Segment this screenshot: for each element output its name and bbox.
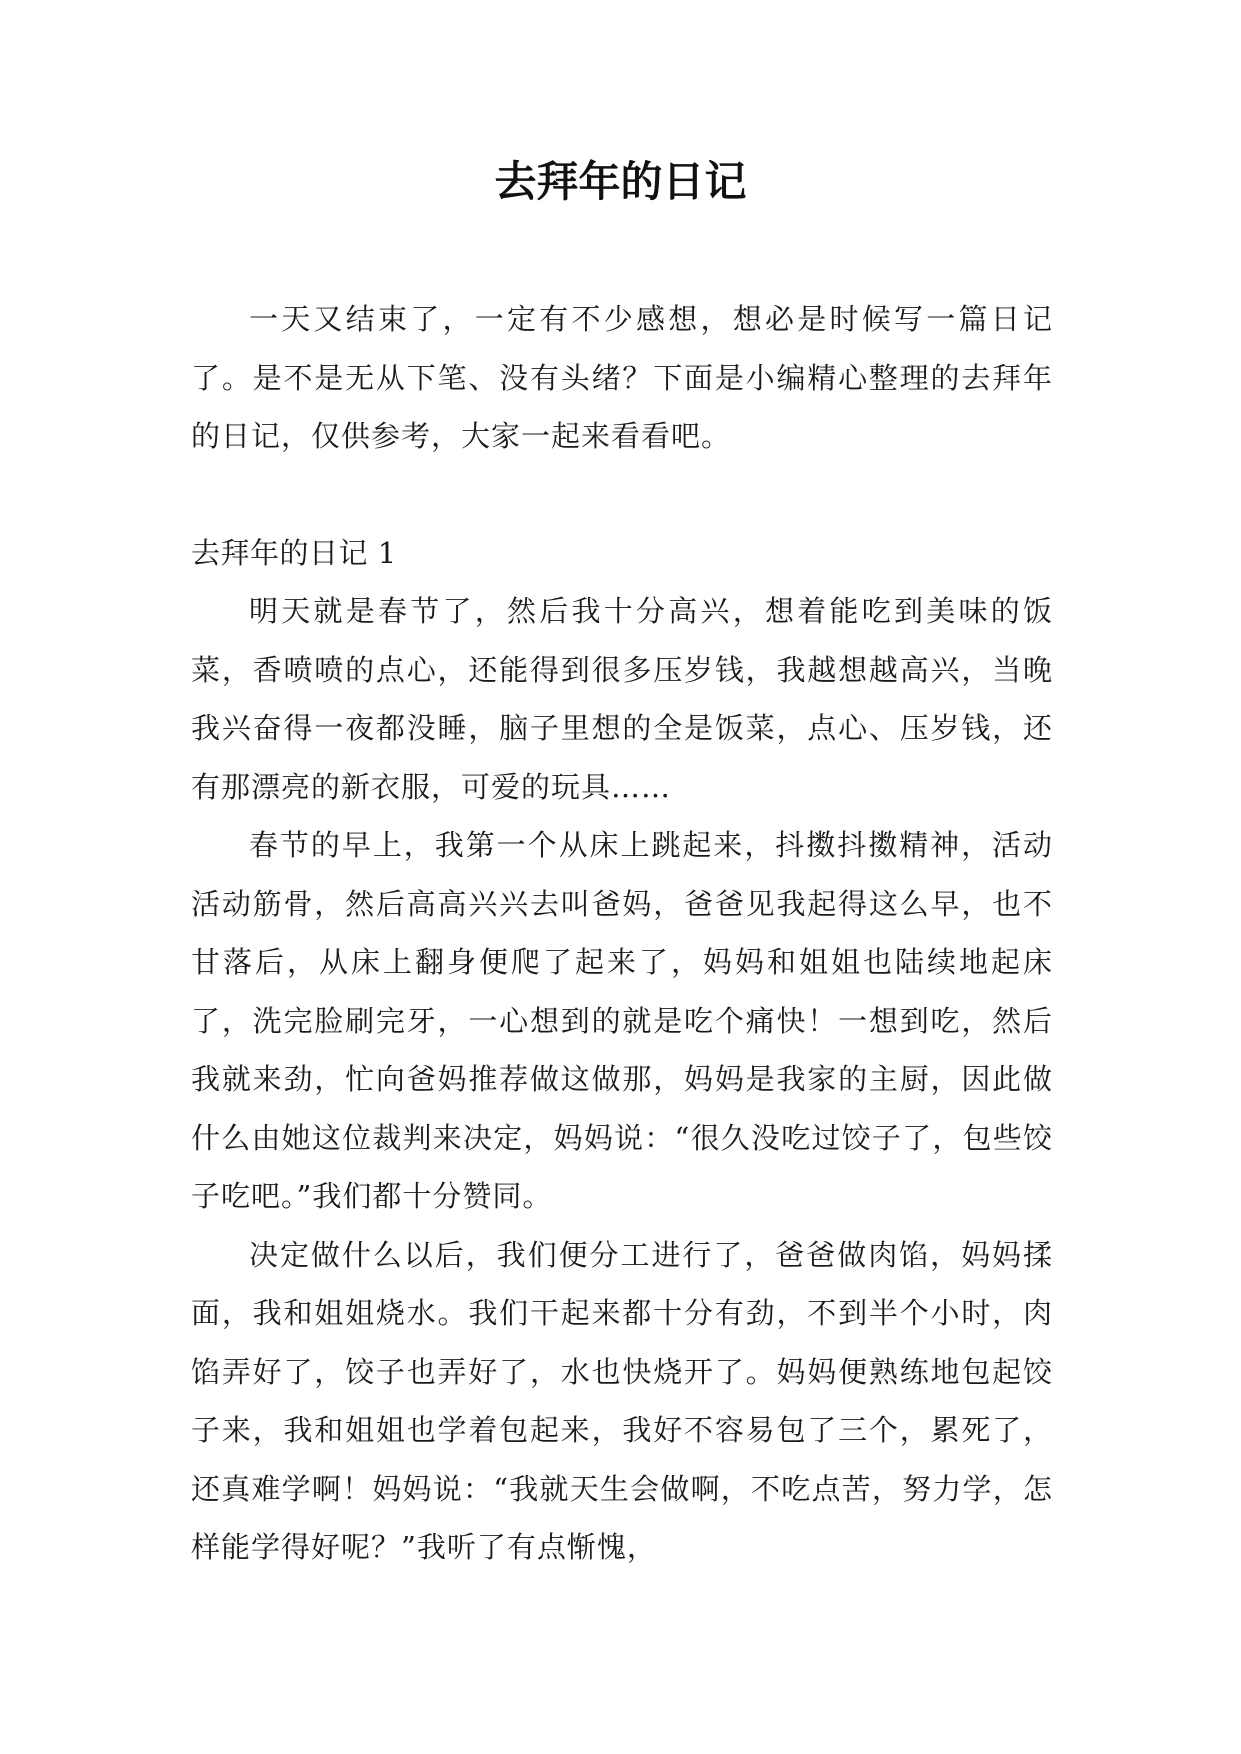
body-paragraph-3: 决定做什么以后，我们便分工进行了，爸爸做肉馅，妈妈揉面，我和姐姐烧水。我们干起来都十分有劲，不到半个小时，肉馅弄好了，饺子也弄好了，水也快烧开了。妈妈便熟练地包起饺子来，我和姐姐也学着包起来，我好不容易包了三个，累死了，还真难学啊！妈妈说：“我就天生会做啊，不吃点苦，努力学，怎样能学得好呢？”我听了有点惭愧， [191, 1237, 1053, 1564]
intro-paragraph: 一天又结束了，一定有不少感想，想必是时候写一篇日记了。是不是无从下笔、没有头绪？下面是小编精心整理的去拜年的日记，仅供参考，大家一起来看看吧。 [191, 302, 1053, 453]
body-paragraph-1: 明天就是春节了，然后我十分高兴，想着能吃到美味的饭菜，香喷喷的点心，还能得到很多压岁钱，我越想越高兴，当晚我兴奋得一夜都没睡，脑子里想的全是饭菜，点心、压岁钱，还有那漂亮的新衣服，可爱的玩具…… [191, 594, 1053, 804]
document-title: 去拜年的日记 [494, 157, 747, 206]
document-body [191, 290, 1053, 1577]
section-heading: 去拜年的日记 1 [191, 535, 397, 570]
body-paragraph-2: 春节的早上，我第一个从床上跳起来，抖擞抖擞精神，活动活动筋骨，然后高高兴兴去叫爸妈，爸爸见我起得这么早，也不甘落后，从床上翻身便爬了起来了，妈妈和姐姐也陆续地起床了，洗完脸刷完牙，一心想到的就是吃个痛快！一想到吃，然后我就来劲，忙向爸妈推荐做这做那，妈妈是我家的主厨，因此做什么由她这位裁判来决定，妈妈说：“很久没吃过饺子了，包些饺子吃吧。”我们都十分赞同。 [191, 828, 1053, 1213]
